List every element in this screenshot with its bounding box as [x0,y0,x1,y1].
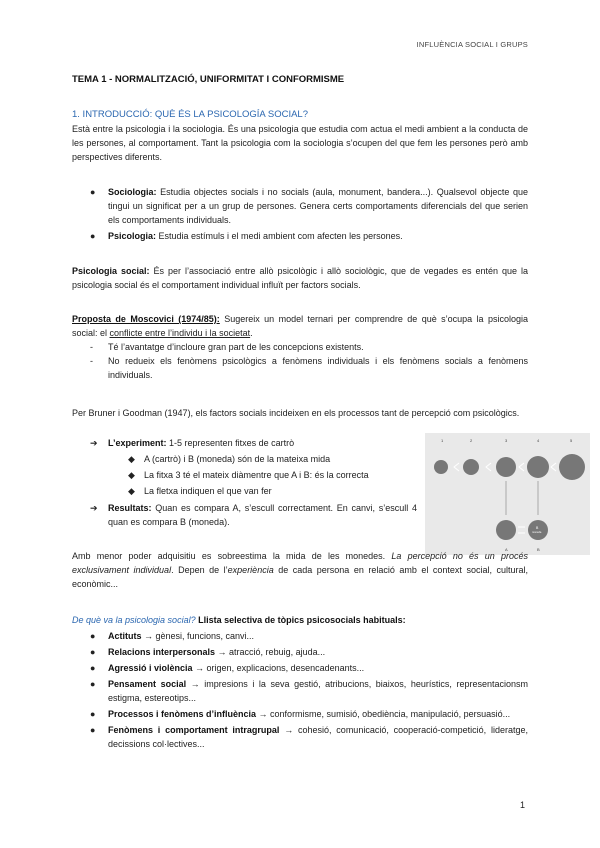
fig-label-4: 4 [537,438,540,443]
running-header: INFLUÈNCIA SOCIAL I GRUPS [416,40,528,49]
topic-term: Pensament social [108,679,187,689]
list-item [72,677,528,705]
underlined-phrase: conflicte entre l’individu i la societat [109,328,251,338]
topic-term: Actituts [108,631,142,641]
list-item [72,661,528,675]
diamond-icon: ◆ [128,454,135,464]
definitions-list [72,185,528,243]
list-item [72,645,528,659]
dash-icon: - [90,342,93,352]
bullet-icon: ● [90,709,96,719]
conclusion-text: . Depen de l’ [171,565,228,575]
chip-4 [527,456,549,478]
topic-text: → gènesi, funcions, canvi... [141,631,255,641]
experiment-text: 1-5 representen fitxes de cartrò [166,438,295,448]
experiment-list [72,436,417,529]
chip-2 [463,459,479,475]
equals-icon [518,527,525,533]
bruner-conclusion [72,549,528,591]
definition-text: Estudia objectes socials i no socials (aula, monument, bandera...). Qualsevol objecte que tingui un significat per a un grup de persones. Genera certs comportaments diferencials del que serien els comportaments individuals. [108,187,528,225]
list-item [72,185,528,227]
diamond-text: La fitxa 3 té el mateix diàmentre que A i B: és la correcta [144,470,369,480]
definition-text: Estudia estímuls i el medi ambient com afecten les persones. [156,231,403,241]
topic-text: → cohesió, comunicació, cooperació-competició, lideratge, decissions col·lectives... [108,725,528,749]
chip-a [496,520,516,540]
fig-label-2: 2 [470,438,473,443]
bullet-icon: ● [90,631,96,641]
topic-term: Processos i fenòmens d’influència [108,709,257,719]
list-item [72,436,417,450]
diamond-icon: ◆ [128,470,135,480]
topics-question: De què va la psicologia social? [72,615,196,625]
less-than-icon [454,463,459,471]
moscovici-proposal [72,312,528,382]
list-item [72,452,417,466]
list-item [72,340,528,354]
document-title: TEMA 1 - NORMALITZACIÓ, UNIFORMITAT I CONFORMISME [72,74,345,85]
coin-b [528,520,548,540]
topic-term: Agressió i violència [108,663,193,673]
bullet-icon: ● [90,663,96,673]
term-experiment: L’experiment: [108,438,167,448]
topic-text: → atracció, rebuig, ajuda... [215,647,326,657]
intro-paragraph [72,122,528,164]
section-heading: 1. INTRODUCCIÓ: QUÈ ÉS LA PSICOLOGÍA SOCIAL? [72,109,308,120]
less-than-icon [551,463,556,471]
topic-text: → origen, explicacions, desencadenants... [192,663,365,673]
list-item [72,468,417,482]
dash-icon: - [90,356,93,366]
page-number: 1 [519,800,525,810]
topic-term: Fenòmens i comportament intragrupal [108,725,280,735]
less-than-icon [519,463,524,471]
bullet-icon: ● [90,679,96,689]
intro-text: Està entre la psicologia i la sociologia. És una psicologia que estudia com actua el medi ambient a la conducta de les persones, al comportament. Tant la psicologia com la sociologia s’ocupen del que fem les persones però amb perspectives diferents. [72,124,528,162]
term-moscovici: Proposta de Moscovici (1974/85): [72,314,220,324]
topics-section [72,613,528,751]
topic-term: Relacions interpersonals [108,647,216,657]
topic-text: → conformisme, sumisió, obediència, manipulació, persuasió... [256,709,511,719]
topics-heading: Llista selectiva de tòpics psicosocials habituals: [195,615,406,625]
term-psicologia-social: Psicologia social: [72,266,150,276]
dash-text: No redueix els fenòmens psicològics a fenòmens individuals i els fenòmens socials a fenòmens individuals. [108,356,528,380]
list-item [72,723,528,751]
fig-label-b: B [537,547,540,552]
bullet-icon: ● [90,187,96,197]
conclusion-text: Amb menor poder adquisitiu es sobreestima la mida de les monedes. [72,551,392,561]
term-psicologia: Psicologia: [108,231,157,241]
diamond-text: A (cartrò) i B (moneda) són de la mateixa mida [144,454,331,464]
chip-5 [559,454,585,480]
experiment-diagram [425,433,590,555]
diamond-icon: ◆ [128,486,135,496]
list-item [72,501,417,529]
bruner-intro [72,406,528,420]
bullet-icon: ● [90,231,96,241]
dash-text: Té l’avantatge d’incloure gran part de les concepcions existents. [108,342,364,352]
chip-3 [496,457,516,477]
list-item [72,229,528,243]
chip-1 [434,460,448,474]
experiment-figure [425,433,590,555]
social-psychology-definition [72,264,528,292]
term-sociologia: Sociologia: [108,187,157,197]
definition-text: És per l’associació entre allò psicològic i allò sociològic, que de vegades es entén que la psicologia social és el comportament individual influït per factors socials. [72,266,528,290]
list-item [72,629,528,643]
bullet-icon: ● [90,725,96,735]
list-item [72,354,528,382]
coin-text: moneda [532,531,542,534]
list-item [72,707,528,721]
list-item [72,484,417,498]
fig-label-3: 3 [505,438,508,443]
arrow-icon: ➔ [90,438,98,448]
term-results: Resultats: [108,503,152,513]
less-than-icon [486,463,491,471]
results-text: Quan es compara A, s’escull correctament. En canvi, s’escull 4 quan es compara B (moneda). [108,503,417,527]
conclusion-italic: La percepció no és un procés exclusivament individual [72,551,528,575]
fig-label-5: 5 [570,438,573,443]
bullet-icon: ● [90,647,96,657]
diamond-text: La fletxa indiquen el que van fer [144,486,272,496]
topic-text: → impresions i la seva gestió, atribucions, biaixos, heurístics, representacionsm estigma, estereotips... [108,679,528,703]
paragraph-text: . [250,328,253,338]
fig-label-a: A [505,547,508,552]
conclusion-italic: experiència [227,565,274,575]
coin-label: B [536,526,539,530]
bruner-text: Per Bruner i Goodman (1947), els factors socials incideixen en els processos tant de percepció com psicològics. [72,408,520,418]
arrow-icon: ➔ [90,503,98,513]
conclusion-text: de cada persona en relació amb el context social, cultural, econòmic... [72,565,528,589]
fig-label-1: 1 [441,438,444,443]
paragraph-text: Sugereix un model ternari per comprendre de què s’ocupa la psicologia social: el [72,314,528,338]
